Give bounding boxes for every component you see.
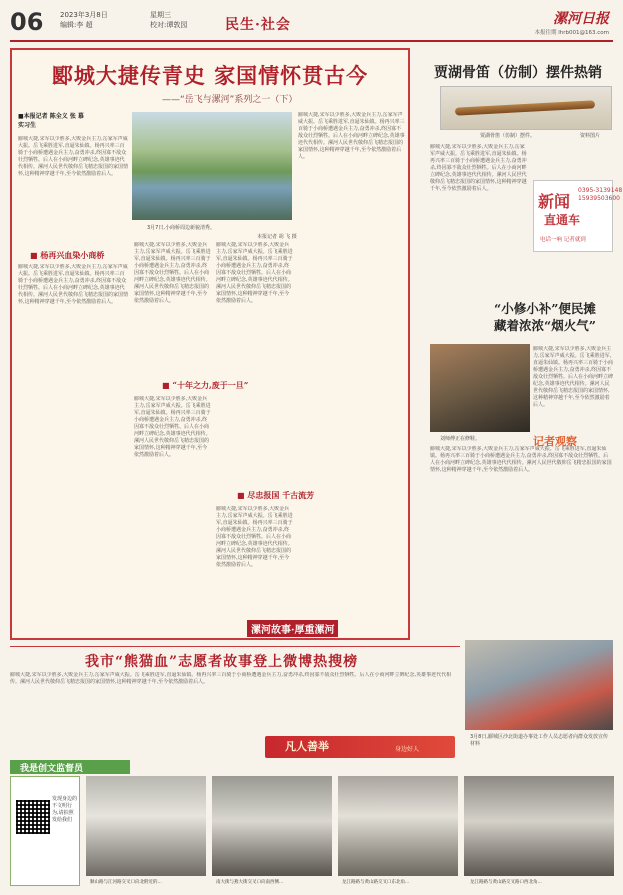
street-caption-3: 龙江路路与黄山路交叉口东北角... — [342, 880, 410, 885]
bridge-photo — [132, 112, 292, 220]
ad-logo: 新闻 — [538, 192, 571, 211]
header-date: 2023年3月8日 编辑:李 超 — [60, 11, 108, 29]
page-number: 06 — [10, 8, 44, 36]
header-meta: 星期三 校对:谭敦园 — [150, 11, 188, 29]
feature-byline: ■本报记者 陈全义 张 慕 实习生 — [18, 113, 84, 129]
masthead-site: 本报往期 lhrb001@163.com — [534, 30, 609, 36]
subhead-1: ■ 杨再兴血染小商桥 — [30, 250, 105, 260]
subhead-2: ■ “十年之力,废于一旦” — [162, 380, 249, 390]
street-caption-1: 顺山路与江河路交叉口向北附近的... — [90, 880, 162, 885]
panda-blood-headline: 我市“熊猫血”志愿者故事登上微博热搜榜 — [85, 654, 359, 670]
article-text-col3b: 郾城大捷,宋军以少胜多,大败金兵主力,岳家军声威大振。岳飞乘胜进军,直逼朱仙镇。杨再兴率三百骑于小商桥遭遇金兵主力,奋勇冲杀,终因寡不敌众壮烈牺牲。后人在小商河畔立碑纪念,英雄事迹代代相传。漯河人民世代敬仰岳飞精忠报国的家国情怀,这种精神穿越千年,至今依然激励着后人。 — [216, 506, 293, 568]
article-text-col3a: 郾城大捷,宋军以少胜多,大败金兵主力,岳家军声威大振。岳飞乘胜进军,直逼朱仙镇。杨再兴率三百骑于小商桥遭遇金兵主力,奋勇冲杀,终因寡不敌众壮烈牺牲。后人在小商河畔立碑纪念,英雄事迹代代相传。漯河人民世代敬仰岳飞精忠报国的家国情怀,这种精神穿越千年,至今依然激励着后人。 — [216, 242, 293, 304]
civic-monitor-note: 发现身边的不文明行为,请拍照发给我们 — [52, 796, 78, 823]
subhead-3: ■ 尽忠报国 千古流芳 — [237, 490, 315, 500]
repair-stall-headline: “小修小补”便民摊 藏着浓浓“烟火气” — [494, 301, 596, 333]
volunteer-photo — [465, 640, 613, 730]
street-photo-4 — [464, 776, 614, 876]
qr-code-icon — [16, 800, 50, 834]
good-deeds-sub: 身边好人 — [395, 746, 420, 753]
photo-credit: 本报记者 胡 飞 摄 — [257, 234, 297, 240]
bone-flute-text: 郾城大捷,宋军以少胜多,大败金兵主力,岳家军声威大振。岳飞乘胜进军,直逼朱仙镇。杨再兴率三百骑于小商桥遭遇金兵主力,奋勇冲杀,终因寡不敌众壮烈牺牲。后人在小商河畔立碑纪念,英雄事迹代代相传。漯河人民世代敬仰岳飞精忠报国的家国情怀,这种精神穿越千年,至今依然激励着后人。 — [430, 144, 527, 192]
feature-headline: 郾城大捷传青史 家国情怀贯古今 — [51, 63, 369, 88]
cobbler-caption: 刘师傅正在修鞋。 — [440, 436, 481, 442]
masthead-logo: 漯河日报 — [553, 11, 609, 27]
bone-flute-credit: 资料图片 — [580, 133, 601, 139]
street-caption-4: 龙江路路与黄山路交叉路口西北角... — [470, 880, 542, 885]
street-photo-1 — [86, 776, 206, 876]
repair-stall-text-b: 郾城大捷,宋军以少胜多,大败金兵主力,岳家军声威大振。岳飞乘胜进军,直逼朱仙镇。杨再兴率三百骑于小商桥遭遇金兵主力,奋勇冲杀,终因寡不敌众壮烈牺牲。后人在小商河畔立碑纪念,英雄事迹代代相传。漯河人民世代敬仰岳飞精忠报国的家国情怀,这种精神穿越千年,至今依然激励着后人。 — [430, 446, 612, 473]
repair-stall-text-a: 郾城大捷,宋军以少胜多,大败金兵主力,岳家军声威大振。岳飞乘胜进军,直逼朱仙镇。杨再兴率三百骑于小商桥遭遇金兵主力,奋勇冲杀,终因寡不敌众壮烈牺牲。后人在小商河畔立碑纪念,英雄事迹代代相传。漯河人民世代敬仰岳飞精忠报国的家国情怀,这种精神穿越千年,至今依然激励着后人。 — [533, 346, 613, 408]
article-text-col1b: 郾城大捷,宋军以少胜多,大败金兵主力,岳家军声威大振。岳飞乘胜进军,直逼朱仙镇。杨再兴率三百骑于小商桥遭遇金兵主力,奋勇冲杀,终因寡不敌众壮烈牺牲。后人在小商河畔立碑纪念,英雄事迹代代相传。漯河人民世代敬仰岳飞精忠报国的家国情怀,这种精神穿越千年,至今依然激励着后人。 — [18, 264, 128, 305]
section-title: 民生·社会 — [225, 17, 291, 33]
bone-flute-headline: 贾湖骨笛（仿制）摆件热销 — [434, 65, 602, 81]
article-text-col1a: 郾城大捷,宋军以少胜多,大败金兵主力,岳家军声威大振。岳飞乘胜进军,直逼朱仙镇。杨再兴率三百骑于小商桥遭遇金兵主力,奋勇冲杀,终因寡不敌众壮烈牺牲。后人在小商河畔立碑纪念,英雄事迹代代相传。漯河人民世代敬仰岳飞精忠报国的家国情怀,这种精神穿越千年,至今依然激励着后人。 — [18, 136, 128, 177]
volunteer-caption: 3月8日,郾城区沙北街道办事处工作人员志愿者向群众发放宣传材料 — [470, 734, 608, 747]
news-hotline-ad — [533, 180, 623, 252]
article-text-col2b: 郾城大捷,宋军以少胜多,大败金兵主力,岳家军声威大振。岳飞乘胜进军,直逼朱仙镇。杨再兴率三百骑于小商桥遭遇金兵主力,奋勇冲杀,终因寡不敌众壮烈牺牲。后人在小商河畔立碑纪念,英雄事迹代代相传。漯河人民世代敬仰岳飞精忠报国的家国情怀,这种精神穿越千年,至今依然激励着后人。 — [134, 396, 211, 458]
article-text-col4: 郾城大捷,宋军以少胜多,大败金兵主力,岳家军声威大振。岳飞乘胜进军,直逼朱仙镇。杨再兴率三百骑于小商桥遭遇金兵主力,奋勇冲杀,终因寡不敌众壮烈牺牲。后人在小商河畔立碑纪念,英雄事迹代代相传。漯河人民世代敬仰岳飞精忠报国的家国情怀,这种精神穿越千年,至今依然激励着后人。 — [298, 112, 405, 160]
street-photo-3 — [338, 776, 458, 876]
ad-phone: 0395-3139148 15939503600 — [578, 187, 623, 202]
ad-slogan: 电话一响 记者就到 — [540, 237, 586, 243]
feature-subtitle: ——“岳飞与漯河”系列之一（下） — [162, 95, 298, 105]
street-caption-2: 南大街与燕大街交叉口向南西侧... — [216, 880, 284, 885]
cobbler-photo — [430, 344, 530, 432]
bone-flute-caption: 贾湖骨笛（仿制）摆件。 — [480, 133, 536, 139]
article-text-col2a: 郾城大捷,宋军以少胜多,大败金兵主力,岳家军声威大振。岳飞乘胜进军,直逼朱仙镇。杨再兴率三百骑于小商桥遭遇金兵主力,奋勇冲杀,终因寡不敌众壮烈牺牲。后人在小商河畔立碑纪念,英雄事迹代代相传。漯河人民世代敬仰岳飞精忠报国的家国情怀,这种精神穿越千年,至今依然激励着后人。 — [134, 242, 211, 304]
page-header — [10, 8, 613, 42]
reporter-observation-tag: 记者观察 — [533, 435, 577, 448]
panda-blood-text: 郾城大捷,宋军以少胜多,大败金兵主力,岳家军声威大振。岳飞乘胜进军,直逼朱仙镇。杨再兴率三百骑于小商桥遭遇金兵主力,奋勇冲杀,终因寡不敌众壮烈牺牲。后人在小商河畔立碑纪念,英雄事迹代代相传。漯河人民世代敬仰岳飞精忠报国的家国情怀,这种精神穿越千年,至今依然激励着后人。 — [10, 672, 452, 685]
bottom-divider — [10, 646, 460, 647]
ad-caption: 直通车 — [544, 213, 581, 227]
street-photo-2 — [212, 776, 332, 876]
civic-monitor-title: 我是创文监督员 — [20, 764, 84, 774]
good-deeds-title: 凡人善举 — [285, 740, 329, 753]
story-banner: 漯河故事·厚重漯河 — [247, 620, 338, 637]
feature-article — [10, 48, 410, 640]
photo-caption: 3月7日,小商桥周边新貌清秀。 — [147, 225, 215, 231]
